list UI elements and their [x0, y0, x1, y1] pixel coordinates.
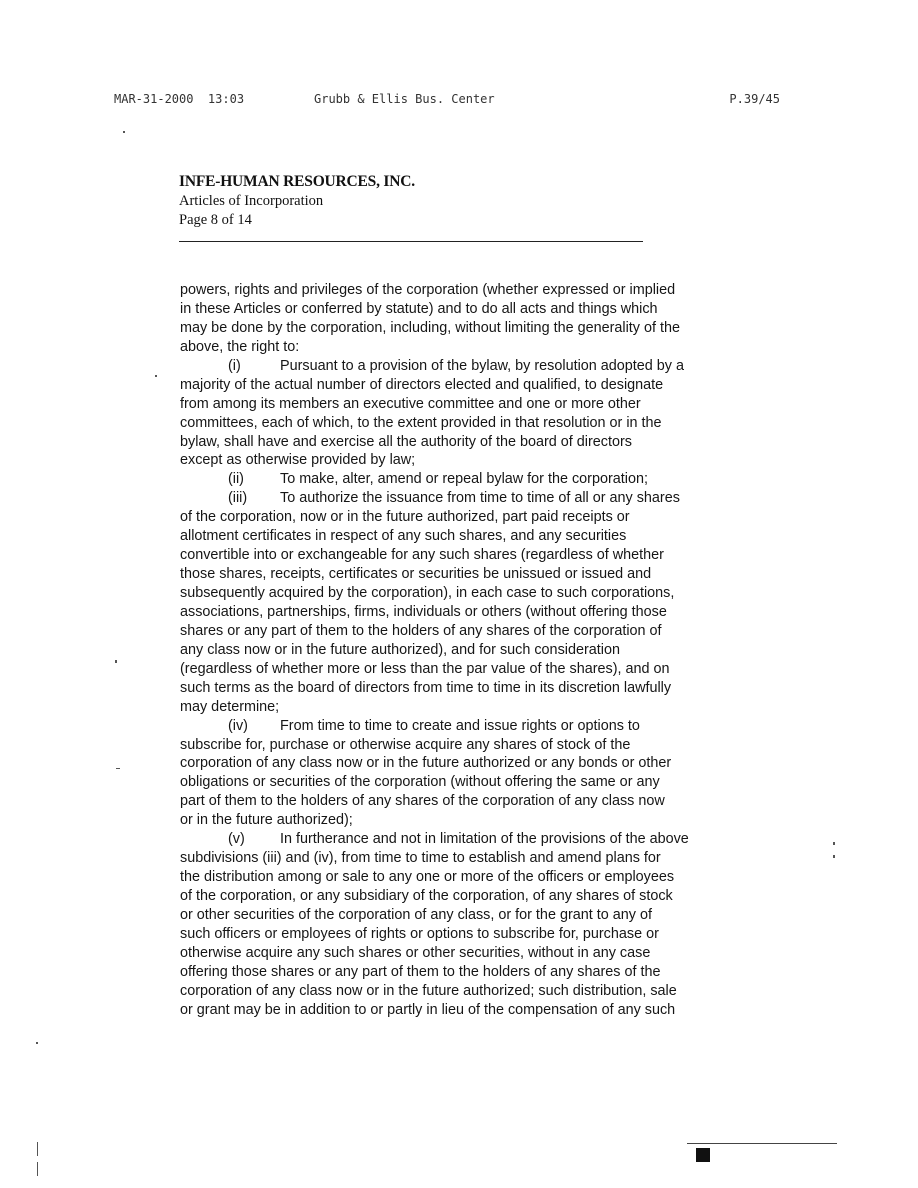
text-line: or grant may be in addition to or partly in lieu of the compensation of any such — [180, 1001, 676, 1018]
text-line: such officers or employees of rights or options to subscribe for, purchase or — [180, 925, 659, 942]
text-line: of the corporation, now or in the future authorized, part paid receipts or — [180, 509, 630, 526]
scan-speck — [115, 660, 117, 663]
scan-edge-mark — [37, 1142, 38, 1156]
bottom-scan-line — [687, 1143, 837, 1144]
text-line: allotment certificates in respect of any such shares, and any securities — [180, 528, 627, 545]
scan-edge-mark — [37, 1162, 38, 1176]
page-label: Page 8 of 14 — [179, 212, 252, 228]
fax-header — [114, 92, 780, 112]
list-item — [180, 489, 740, 508]
text-line: from among its members an executive committee and one or more other — [180, 395, 641, 412]
document-body — [180, 281, 740, 1020]
list-item-text: To make, alter, amend or repeal bylaw for the corporation; — [280, 471, 648, 488]
text-line: associations, partnerships, firms, individuals or others (without offering those — [180, 603, 667, 620]
scan-speck — [155, 375, 157, 377]
list-item-marker: (iv) — [228, 717, 248, 734]
list-item — [180, 717, 740, 736]
text-line: otherwise acquire any such shares or other securities, without in any case — [180, 944, 651, 961]
scan-speck — [833, 842, 835, 845]
list-item-text: In furtherance and not in limitation of the provisions of the above — [280, 831, 689, 848]
text-line: corporation of any class now or in the future authorized or any bonds or other — [180, 755, 672, 772]
text-line: offering those shares or any part of them to the holders of any shares of the — [180, 963, 661, 980]
text-line: convertible into or exchangeable for any such shares (regardless of whether — [180, 547, 664, 564]
text-line: except as otherwise provided by law; — [180, 452, 416, 469]
scan-speck — [116, 768, 120, 769]
scan-speck — [123, 131, 125, 133]
list-item — [180, 470, 740, 489]
document-heading — [179, 172, 415, 230]
text-line: the distribution among or sale to any one or more of the officers or employees — [180, 869, 675, 886]
text-line: may be done by the corporation, including, without limiting the generality of the — [180, 319, 680, 336]
text-line: subscribe for, purchase or otherwise acquire any shares of stock of the — [180, 736, 631, 753]
bottom-scan-mark — [696, 1148, 710, 1162]
document-title: Articles of Incorporation — [179, 193, 324, 209]
text-line: corporation of any class now or in the future authorized; such distribution, sale — [180, 982, 677, 999]
company-name: INFE-HUMAN RESOURCES, INC. — [179, 173, 415, 190]
text-line: subdivisions (iii) and (iv), from time to time to establish and amend plans for — [180, 850, 661, 867]
text-line: above, the right to: — [180, 338, 300, 355]
list-item-marker: (v) — [228, 831, 245, 848]
text-line: those shares, receipts, certificates or securities be unissued or issued and — [180, 566, 652, 583]
text-line: part of them to the holders of any shares of the corporation of any class now — [180, 793, 665, 810]
fax-page-number: P.39/45 — [729, 92, 780, 106]
fax-date-time: MAR-31-2000 13:03 — [114, 92, 245, 106]
text-line: shares or any part of them to the holders of any shares of the corporation of — [180, 622, 662, 639]
list-item-text: From time to time to create and issue rights or options to — [280, 717, 640, 734]
text-line: majority of the actual number of directors elected and qualified, to designate — [180, 376, 664, 393]
list-item — [180, 357, 740, 376]
text-line: or in the future authorized); — [180, 812, 353, 829]
list-item-text: To authorize the issuance from time to time of all or any shares — [280, 490, 680, 507]
fax-sender: Grubb & Ellis Bus. Center — [314, 92, 495, 106]
text-line: bylaw, shall have and exercise all the authority of the board of directors — [180, 433, 632, 450]
text-line: subsequently acquired by the corporation), in each case to such corporations, — [180, 585, 675, 601]
text-line: committees, each of which, to the extent provided in that resolution or in the — [180, 414, 662, 431]
list-item-text: Pursuant to a provision of the bylaw, by resolution adopted by a — [280, 357, 684, 374]
text-line: in these Articles or conferred by statute) and to do all acts and things which — [180, 300, 658, 317]
text-line: or other securities of the corporation of any class, or for the grant to any of — [180, 906, 652, 923]
scan-speck — [833, 855, 835, 858]
scan-speck — [36, 1042, 38, 1044]
list-item-marker: (iii) — [228, 490, 248, 507]
text-line: may determine; — [180, 698, 280, 715]
list-item-marker: (ii) — [228, 471, 244, 488]
heading-divider — [179, 241, 643, 242]
text-line: any class now or in the future authorized), and for such consideration — [180, 641, 620, 658]
list-item — [180, 830, 740, 849]
text-line: of the corporation, or any subsidiary of the corporation, of any shares of stock — [180, 888, 673, 904]
text-line: powers, rights and privileges of the corporation (whether expressed or implied — [180, 282, 676, 298]
list-item-marker: (i) — [228, 357, 241, 374]
text-line: (regardless of whether more or less than the par value of the shares), and on — [180, 660, 670, 677]
text-line: obligations or securities of the corporation (without offering the same or any — [180, 774, 660, 791]
text-line: such terms as the board of directors from time to time in its discretion lawfully — [180, 679, 672, 696]
